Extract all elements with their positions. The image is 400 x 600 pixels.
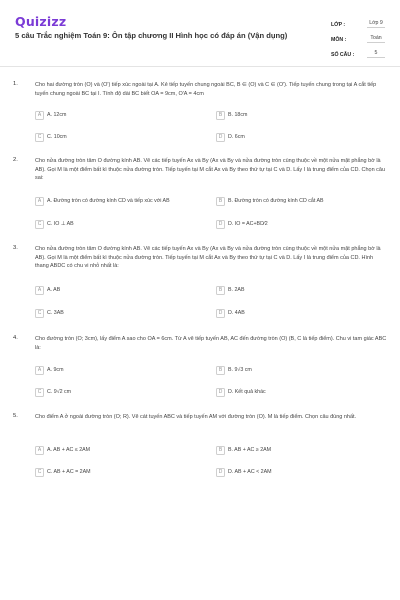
- option-letter-badge: D: [216, 220, 225, 229]
- option-text: D. IO = AC+BD⁄2: [228, 221, 268, 227]
- option-b[interactable]: [216, 444, 271, 456]
- option-text: B. Đường tròn có đường kính CD cắt AB: [228, 198, 324, 204]
- option-letter-badge: D: [216, 468, 225, 477]
- option-text: C. AB + AC = 2AM: [47, 469, 91, 475]
- page-title: 5 câu Trắc nghiệm Toán 9: Ôn tập chương II Hình học có đáp án (Vận dụng): [15, 31, 288, 40]
- option-letter-badge: B: [216, 286, 225, 295]
- subject-row: [331, 31, 385, 46]
- option-text: D. 6cm: [228, 134, 245, 140]
- option-letter-badge: A: [35, 286, 44, 295]
- question-number: 4.: [13, 335, 18, 341]
- option-letter-badge: B: [216, 111, 225, 120]
- option-text: B. 9√3 cm: [228, 367, 252, 373]
- option-text: A. 12cm: [47, 112, 67, 118]
- question-text: Cho hai đường tròn (O) và (O') tiếp xúc ngoài tại A. Kẻ tiếp tuyến chung ngoài BC, B ∈ (O) và C ∈ (O'). Tiếp tuyến chung trong tại A cắt tiếp tuyến chung ngoài BC tại I. Tính độ dài BC biết OA = 9cm, O'A = 4cm: [35, 82, 377, 97]
- worksheet-meta: [331, 16, 385, 61]
- option-letter-badge: C: [35, 468, 44, 477]
- count-value: 5: [367, 50, 385, 58]
- option-text: A. AB + AC ≤ 2AM: [47, 447, 91, 453]
- option-letter-badge: C: [35, 220, 44, 229]
- option-letter-badge: C: [35, 388, 44, 397]
- option-text: C. 10cm: [47, 134, 67, 140]
- option-letter-badge: D: [216, 309, 225, 318]
- option-letter-badge: A: [35, 366, 44, 375]
- option-d[interactable]: [216, 466, 272, 478]
- header-divider: [0, 66, 400, 67]
- option-letter-badge: D: [216, 133, 225, 142]
- option-letter-badge: A: [35, 446, 44, 455]
- subject-value: Toán: [367, 35, 385, 43]
- option-text: B. AB + AC ≥ 2AM: [228, 447, 272, 453]
- option-text: D. AB + AC < 2AM: [228, 469, 272, 475]
- option-letter-badge: C: [35, 133, 44, 142]
- option-text: D. Kết quả khác: [228, 389, 266, 395]
- option-d[interactable]: [216, 131, 245, 143]
- option-text: C. IO ⊥ AB: [47, 221, 74, 227]
- option-d[interactable]: [216, 307, 245, 319]
- class-label: LỚP :: [331, 22, 346, 28]
- option-letter-badge: B: [216, 197, 225, 206]
- count-row: [331, 46, 385, 61]
- option-d[interactable]: [216, 218, 268, 230]
- option-b[interactable]: [216, 364, 252, 376]
- quizizz-logo: Quizizz: [15, 14, 67, 29]
- question-text: Cho điểm A ở ngoài đường tròn (O; R). Vẽ cát tuyến ABC và tiếp tuyến AM với đường tròn (O). M là tiếp điểm. Chọn câu đúng nhất.: [35, 414, 357, 420]
- count-label: SỐ CÂU :: [331, 52, 355, 58]
- option-letter-badge: C: [35, 309, 44, 318]
- option-letter-badge: B: [216, 446, 225, 455]
- option-a[interactable]: [35, 364, 63, 376]
- option-c[interactable]: [35, 466, 91, 478]
- option-text: B. 18cm: [228, 112, 248, 118]
- option-text: B. 2AB: [228, 287, 245, 293]
- option-letter-badge: A: [35, 197, 44, 206]
- option-text: A. Đường tròn có đường kính CD và tiếp xúc với AB: [47, 198, 170, 204]
- question-number: 5.: [13, 413, 18, 419]
- question-number: 2.: [13, 157, 18, 163]
- option-text: C. 3AB: [47, 310, 64, 316]
- class-value: Lớp 9: [367, 20, 385, 28]
- option-text: C. 9√2 cm: [47, 389, 72, 395]
- option-a[interactable]: [35, 195, 170, 207]
- option-letter-badge: A: [35, 111, 44, 120]
- option-a[interactable]: [35, 284, 60, 296]
- class-row: [331, 16, 385, 31]
- question-text: Cho nửa đường tròn tâm O đường kính AB. Vẽ các tiếp tuyến Ax và By (Ax và By và nửa đường tròn cùng thuộc về một nửa mặt phẳng bờ là AB). Gọi M là một điểm bất kì thuộc nửa đường tròn. Tiếp tuyến tại M cắt Ax và By theo thứ tự tại C và D. Lấy I là trung điểm của CD. Hình thang ABDC có chu vi nhỏ nhất là:: [35, 246, 381, 270]
- option-letter-badge: B: [216, 366, 225, 375]
- option-c[interactable]: [35, 386, 71, 398]
- question-number: 3.: [13, 245, 18, 251]
- option-letter-badge: D: [216, 388, 225, 397]
- option-a[interactable]: [35, 109, 66, 121]
- question-text: Cho nửa đường tròn tâm O đường kính AB. Vẽ các tiếp tuyến Ax và By (Ax và By và nửa đường tròn cùng thuộc về một nửa mặt phẳng bờ là AB). Gọi M là một điểm bất kì thuộc nửa đường tròn. Tiếp tuyến tại M cắt Ax và By theo thứ tự tại C và D. Lấy I là trung điểm của CD. Chọn câu sai:: [35, 158, 386, 182]
- option-a[interactable]: [35, 444, 90, 456]
- subject-label: MÔN :: [331, 37, 347, 43]
- option-text: A. 9cm: [47, 367, 64, 373]
- option-b[interactable]: [216, 109, 247, 121]
- option-d[interactable]: [216, 386, 266, 398]
- question-text: Cho đường tròn (O; 3cm), lấy điểm A sao cho OA = 6cm. Từ A vẽ tiếp tuyến AB, AC đến đường tròn (O) (B, C là tiếp điểm). Chu vi tam giác ABC là:: [35, 336, 387, 351]
- option-c[interactable]: [35, 218, 74, 230]
- option-text: D. 4AB: [228, 310, 245, 316]
- option-c[interactable]: [35, 307, 64, 319]
- option-b[interactable]: [216, 195, 324, 207]
- question-number: 1.: [13, 81, 18, 87]
- option-c[interactable]: [35, 131, 67, 143]
- option-b[interactable]: [216, 284, 245, 296]
- option-text: A. AB: [47, 287, 61, 293]
